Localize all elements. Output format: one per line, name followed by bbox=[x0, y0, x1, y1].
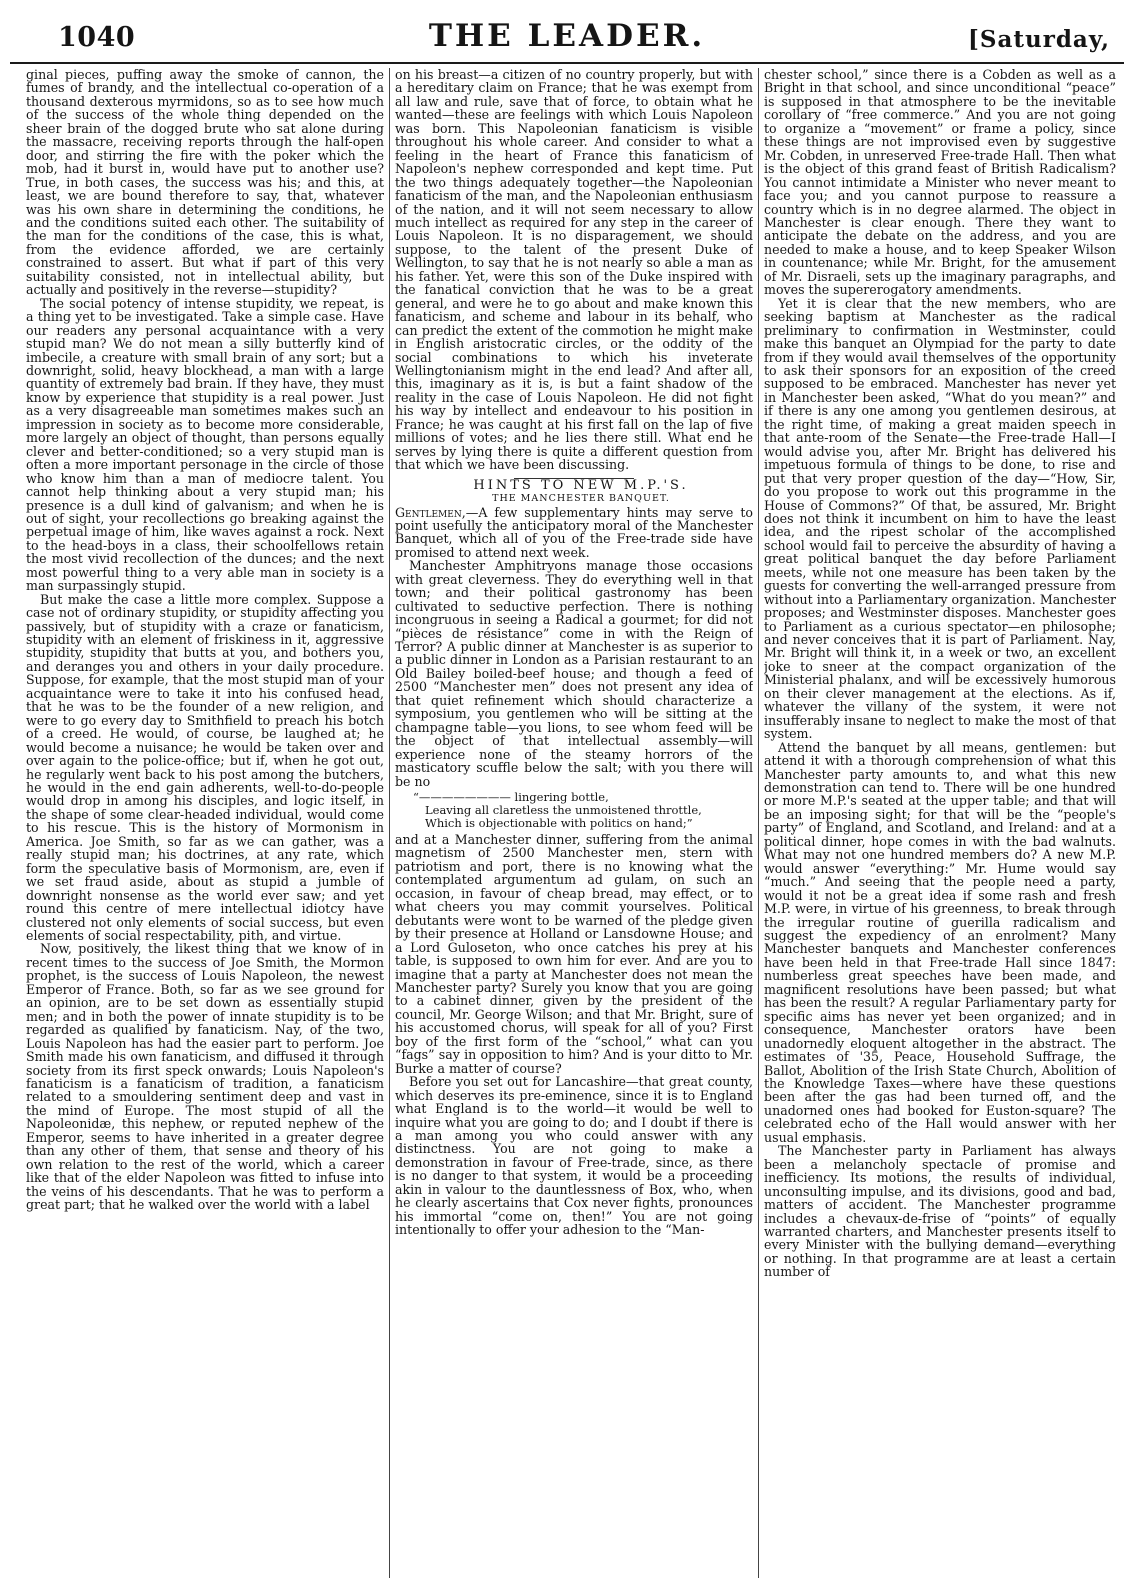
paragraph: and at a Manchester dinner, suffering from the animal magnetism of 2500 Manchester men, stern with patriotism and port, there is no knowing what the contemplated argumentum ad gulam, on such an occasion, in favour of cheap bread, may effect, or to what cheers you may commit yourselves. Political debutants were wont to be warned of the pledge given by their presence at Holland or Lansdowne House; and a Lord Guloseton, who once catches his prey at his table, is supposed to own him for ever. And are you to imagine that a party at Manchester does not mean the Manchester party? Surely you know that you are going to a cabinet dinner, given by the president of the council, Mr. George Wilson; and that Mr. Bright, sure of his accustomed chorus, will speak for all of you? First boy of the first form of the “school,” what can you “fags” say in opposition to him? And is your ditto to Mr. Burke a matter of course? bbox=[395, 832, 753, 1076]
paragraph: The Manchester party in Parliament has always been a melancholy spectacle of promise and inefficiency. Its motions, the results of individual, unconsulting impulse, and its divisions, good and bad, matters of accident. The Manchester programme includes a chevaux-de-frise of “points” of equally warranted charters, and Manchester presents itself to every Minister with the bullying demand—everything or nothing. In that programme are at least a certain number of bbox=[764, 1143, 1116, 1280]
page-header bbox=[0, 0, 1134, 68]
header-rule bbox=[10, 62, 1124, 64]
verse-line: “———————— lingering bottle, bbox=[413, 790, 609, 805]
paragraph: Manchester Amphitryons manage those occasions with great cleverness. They do everything well in that town; and their political gastronomy has been cultivated to seductive perfection. There is nothing incongruous in seeing a Radical a gourmet; for did not “pièces de résistance” come in with the Reign of Terror? A public dinner at Manchester is as superior to a public dinner in London as a Parisian restaurant to an Old Bailey boiled-beef house; and though a feed of 2500 “Manchester men” does not present any idea of that quiet refinement which should characterize a symposium, you gentlemen who will be sitting at the champagne table—you lions, to see whom feed will be the object of that intellectual assembly—will experience none of the steamy horrors of the masticatory scuffle below the salt; with you there will be no bbox=[395, 558, 753, 789]
column-2 bbox=[395, 68, 753, 1578]
column-3 bbox=[764, 68, 1116, 1578]
paragraph: The social potency of intense stupidity, we repeat, is a thing yet to be investigated. Take a simple case. Have our readers any personal acquaintance with a very stupid man? We do not mean a silly butterfly kind of imbecile, a creature with small brain of any sort; but a downright, solid, heavy blockhead, a man with a large quantity of extremely bad brain. If they have, they must know by experience that stupidity is a real power. Just as a very disagreeable man sometimes makes such an impression in society as to become more considerable, more largely an object of thought, than persons equally clever and better-conditioned; so a very stupid man is often a more important personage in the circle of those who know him than a man of mediocre talent. You cannot help thinking about a very stupid man; his presence is a dull kind of galvanism; and when he is out of sight, your recollections go breaking against the perpetual image of him, like waves against a rock. Next to the head-boys in a class, their schoolfellows retain the most vivid recollection of the dunces; and the next most powerful thing to a very able man in society is a man surpassingly stupid. bbox=[26, 295, 384, 594]
verse-line: Which is objectionable with politics on hand;” bbox=[425, 816, 693, 831]
paragraph: Yet it is clear that the new members, who are seeking baptism at Manchester as the radical preliminary to confirmation in Westminster, could make this banquet an Olympiad for the party to date from if they would avail themselves of the opportunity to ask their sponsors for an exposition of the creed supposed to be embraced. Manchester has never yet in Manchester been asked, “What do you mean?” and if there is any one among you gentlemen desirous, at the right time, of making a great maiden speech in that ante-room of the Senate—the Free-trade Hall—I would advise you, after Mr. Bright has delivered his impetuous formula of things to be done, to rise and put that very proper question of the day—“How, Sir, do you propose to work out this programme in the House of Commons?” Of that, be assured, Mr. Bright does not think it incumbent on him to have the least idea, and the ripest scholar of the accomplished school would fail to perceive the absurdity of having a great political banquet the day before Parliament meets, while not one measure has been taken by the guests for converting the well-arranged pressure from without into a Parliamentary organization. Manchester proposes; and Westminster disposes. Manchester goes to Parliament as a curious spectator—en philosophe; and never conceives that it is part of Parliament. Nay, Mr. Bright will think it, in a week or two, an excellent joke to sneer at the compact organization of the Ministerial phalanx, and will be excessively humorous on their clever management at the elections. As if, whatever the villany of the system, it were not insufferably insane to neglect to make the most of that system. bbox=[764, 295, 1116, 742]
page-number: 1040 bbox=[58, 22, 136, 53]
paragraph: Before you set out for Lancashire—that great county, which deserves its pre-eminence, since it is to England what England is to the world—it would be well to inquire what you are going to do; and I doubt if there is a man among you who could answer with any distinctness. You are not going to make a demonstration in favour of Free-trade, since, as there is no danger to that system, it would be a proceeding akin in valour to the dauntlessness of Box, who, when he clearly ascertains that Cox never fights, pronounces his immortal “come on, then!” You are not going intentionally to offer your adhesion to the “Man- bbox=[395, 1074, 753, 1238]
verse-quote bbox=[413, 791, 753, 830]
masthead-title: THE LEADER. bbox=[428, 18, 706, 54]
paragraph: chester school,” since there is a Cobden as well as a Bright in that school, and since unconditional “peace” is supposed in that atmosphere to be the inevitable corollary of “free commerce.” And you are not going to organize a “movement” or frame a policy, since these things are not improvised even by suggestive Mr. Cobden, in unreserved Free-trade Hall. Then what is the object of this grand feast of British Radicalism? You cannot intimidate a Minister who never meant to face you; and you cannot purpose to reassure a country which is in no degree alarmed. The object in Manchester is clear enough. There they want to anticipate the debate on the address, and you are needed to make a house, and to keep Speaker Wilson in countenance; while Mr. Bright, for the amusement of Mr. Disraeli, sets up the imaginary paragraphs, and moves the supererogatory amendments. bbox=[764, 68, 1116, 298]
salutation: Gentlemen, bbox=[395, 504, 466, 520]
paragraph-text: —A few supplementary hints may serve to point usefully the anticipatory moral of the Manchester Banquet, which all of you of the Free-trade side have promised to attend next week. bbox=[395, 504, 753, 560]
paragraph: Now, positively, the likest thing that we know of in recent times to the success of Joe Smith, the Mormon prophet, is the success of Louis Napoleon, the newest Emperor of France. Both, so far as we see ground for an opinion, are to be set down as essentially stupid men; and in both the power of innate stupidity is to be regarded as qualified by fanaticism. Nay, of the two, Louis Napoleon has had the easier part to perform. Joe Smith made his own fanaticism, and diffused it through society from its first speck onwards; Louis Napoleon's fanaticism is a fanaticism of tradition, a fanaticism related to a smouldering sentiment deep and vast in the mind of Europe. The most stupid of all the Napoleonidæ, this nephew, or reputed nephew of the Emperor, seems to have inherited in a greater degree than any other of them, that sense and theory of his own relation to the rest of the world, which a career like that of the elder Napoleon was fitted to infuse into the veins of his descendants. That he was to perform a great part; that he walked over the world with a label bbox=[26, 941, 384, 1213]
paragraph: Attend the banquet by all means, gentlemen: but attend it with a thorough comprehension of what this Manchester party amounts to, and what this new demonstration can tend to. There will be one hundred or more M.P.'s seated at the upper table; and that will be an imposing sight; for that will be the “people's party” of England, and Scotland, and Ireland: and at a political dinner, hope comes in with the bad walnuts. What may not one hundred members do? A new M.P. would answer “everything:” Mr. Hume would say “much.” And seeing that the people need a party, would it not be a great idea if some rash and fresh M.P. were, in virtue of his greenness, to break through the irregular routine of guerilla radicalism and suggest the expediency of an enrolment? Many Manchester banquets and Manchester conferences have been held in that Free-trade Hall since 1847: numberless great speeches have been made, and magnificent resolutions have been passed; but what has been the result? A regular Parliamentary party for specific aims has never yet been organized; and in consequence, Manchester orators have been unadornedly eloquent altogether in the abstract. The estimates of '35, Peace, Household Suffrage, the Ballot, Abolition of the Irish State Church, Abolition of the Knowledge Taxes—where have these questions been after the gas had been turned off, and the unadorned ones had booked for Euston-square? The celebrated echo of the Hall would answer with her usual emphasis. bbox=[764, 739, 1116, 1145]
verse-line: Leaving all claretless the unmoistened throttle, bbox=[425, 803, 702, 818]
column-divider bbox=[758, 68, 759, 1578]
paragraph: ginal pieces, puffing away the smoke of cannon, the fumes of brandy, and the intellectual co-operation of a thousand dexterous myrmidons, so as to see how much of the success of the whole thing depended on the sheer brain of the dogged brute who sat alone during the massacre, receiving reports through the half-open door, and stirring the fire with the poker which the mob, had it burst in, would have put to another use? True, in both cases, the success was his; and this, at least, we are bound therefore to say, that, whatever was his own share in determining the conditions, he and the conditions suited each other. The suitability of the man for the conditions of the case, this is what, from the evidence afforded, we are certainly constrained to assert. But what if part of this very suitability consisted, not in intellectual ability, but actually and positively in the reverse—stupidity? bbox=[26, 68, 384, 298]
article-subtitle: THE MANCHESTER BANQUET. bbox=[492, 493, 670, 505]
paragraph bbox=[395, 506, 753, 560]
paragraph: But make the case a little more complex. Suppose a case not of ordinary stupidity, or stupidity affecting you passively, but of stupidity with a craze or fanaticism, stupidity with an element of friskiness in it, aggressive stupidity, stupidity that butts at you, and bothers you, and deranges you and others in your daily procedure. Suppose, for example, that the most stupid man of your acquaintance were to take it into his confused head, that he was to be the founder of a new religion, and were to go every day to Smithfield to preach his botch of a creed. He would, of course, be laughed at; he would become a nuisance; he would be taken over and over again to the police-office; but if, when he got out, he regularly went back to his post among the butchers, he would in the end gain adherents, well-to-do-people would drop in among his disciples, and logic itself, in the shape of some clear-headed individual, would come to his rescue. This is the history of Mormonism in America. Joe Smith, so far as we can gather, was a really stupid man; his doctrines, at any rate, which form the speculative basis of Mormonism, are, even if we set fraud aside, about as stupid a jumble of downright nonsense as the world ever saw; and yet round this centre of mere intellectual idiotcy have clustered not only elements of social success, but even elements of social respectability, pith, and virtue. bbox=[26, 591, 384, 943]
column-divider bbox=[389, 68, 390, 1578]
article-title: HINTS TO NEW M.P.'S. bbox=[473, 477, 689, 493]
paragraph: on his breast—a citizen of no country properly, but with a hereditary claim on France; that he was exempt from all law and rule, save that of force, to obtain what he wanted—these are feelings with which Louis Napoleon was born. This Napoleonian fanaticism is visible throughout his whole career. And consider to what a feeling in the heart of France this fanaticism of Napoleon's nephew corresponded and kept time. Put the two things adequately together—the Napoleonian fanaticism of the man, and the Napoleonian enthusiasm of the nation, and it will not seem necessary to allow much intellect as required for any step in the career of Louis Napoleon. It is no disparagement, we should suppose, to the talent of the present Duke of Wellington, to say that he is not nearly so able a man as his father. Yet, were this son of the Duke inspired with the fanatical conviction that he was to be a great general, and were he to go about and make known this fanaticism, and scheme and labour in its behalf, who can predict the extent of the commotion he might make in English aristocratic circles, or the oddity of the social combinations to which his inveterate Wellingtonianism might in the end lead? And after all, this, imaginary as it is, is but a faint shadow of the reality in the case of Louis Napoleon. He did not fight his way by intellect and endeavour to his position in France; he was caught at his first fall on the lap of five millions of votes; and he lies there still. What end he serves by lying there is quite a different question from that which we have been discussing. bbox=[395, 68, 753, 473]
issue-day: [Saturday, bbox=[967, 26, 1110, 53]
column-1 bbox=[26, 68, 384, 1578]
